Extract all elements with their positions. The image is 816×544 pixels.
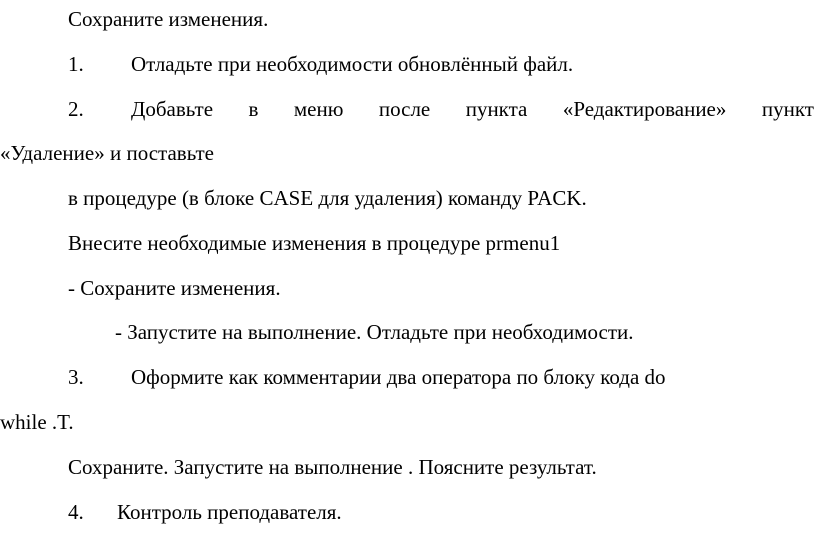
list-item-1-text: Отладьте при необходимости обновлённый файл.: [131, 52, 574, 76]
list-item-2-continuation: «Удаление» и поставьте: [0, 141, 214, 165]
line-save-changes-dash: - Сохраните изменения.: [68, 276, 281, 300]
word: в: [248, 97, 259, 121]
list-number: 2.: [68, 97, 84, 121]
list-item-3-continuation: while .T.: [0, 410, 74, 434]
line-run-debug: - Запустите на выполнение. Отладьте при необходимости.: [115, 320, 634, 344]
list-item-4: [68, 500, 84, 524]
word: пункта: [465, 97, 528, 121]
list-number: 4.: [68, 500, 84, 524]
word: меню: [293, 97, 344, 121]
list-item-2: [68, 97, 84, 121]
list-item-3-text: Оформите как комментарии два оператора по блоку кода do: [131, 365, 666, 389]
line-procedure-pack: в процедуре (в блоке CASE для удаления) команду PACK.: [68, 186, 587, 210]
list-item-3: [68, 365, 84, 389]
word: «Редактирование»: [562, 97, 727, 121]
line-save-changes: Сохраните изменения.: [68, 7, 269, 31]
list-item-1: [68, 52, 84, 76]
list-item-2-text: [131, 97, 814, 121]
word: пункт: [761, 97, 814, 121]
line-save-run-explain: Сохраните. Запустите на выполнение . Поясните результат.: [68, 455, 597, 479]
word: после: [378, 97, 431, 121]
line-prmenu-changes: Внесите необходимые изменения в процедуре prmenu1: [68, 231, 561, 255]
list-number: 1.: [68, 52, 84, 76]
list-item-4-text: Контроль преподавателя.: [117, 500, 342, 524]
list-number: 3.: [68, 365, 84, 389]
word: Добавьте: [131, 97, 214, 121]
